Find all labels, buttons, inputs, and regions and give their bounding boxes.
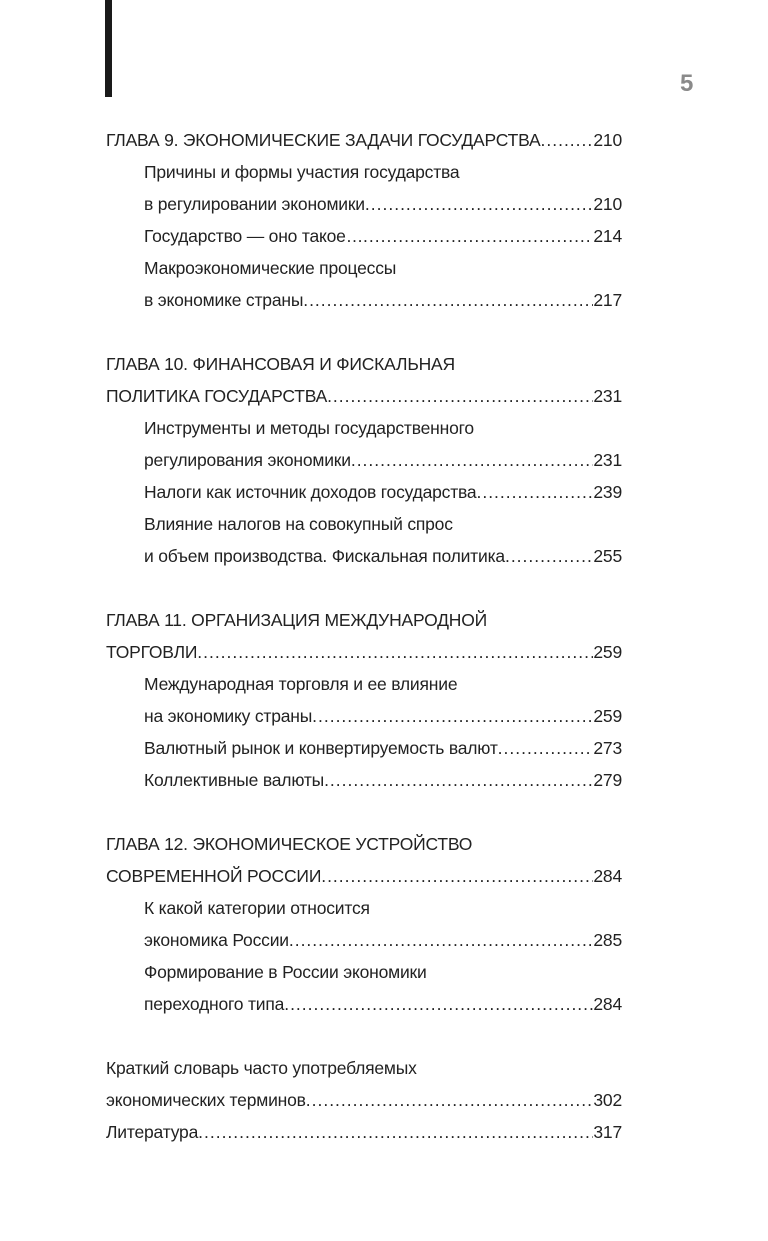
toc-chapter-entry[interactable] <box>106 860 622 892</box>
dot-leader <box>289 924 594 956</box>
backmatter-title: экономических терминов <box>106 1090 306 1110</box>
dot-leader <box>198 1116 593 1148</box>
page-ref: 210 <box>593 130 622 150</box>
dot-leader <box>505 540 593 572</box>
toc-section-entry[interactable] <box>106 700 622 732</box>
toc-section-entry[interactable] <box>106 764 622 796</box>
page-ref: 284 <box>593 866 622 886</box>
section-title: экономика России <box>144 930 289 950</box>
chapter-title: ПОЛИТИКА ГОСУДАРСТВА <box>106 386 328 406</box>
toc-section-entry[interactable] <box>106 284 622 316</box>
page-ref: 259 <box>593 642 622 662</box>
chapter-10 <box>106 348 622 572</box>
page-ref: 210 <box>593 194 622 214</box>
dot-leader <box>541 124 594 156</box>
toc-backmatter-entry[interactable] <box>106 1116 622 1148</box>
page-ref: 217 <box>593 290 622 310</box>
page-ref: 273 <box>593 738 622 758</box>
toc-section-entry[interactable] <box>106 540 622 572</box>
toc-section-line[interactable]: Причины и формы участия государства <box>144 162 460 182</box>
backmatter-title: Литература <box>106 1122 199 1142</box>
toc-section-line[interactable]: К какой категории относится <box>144 898 370 918</box>
dot-leader <box>324 764 593 796</box>
toc-section-line[interactable]: Формирование в России экономики <box>144 962 427 982</box>
dot-leader <box>365 188 594 220</box>
toc-section-entry[interactable] <box>106 188 622 220</box>
section-title: Валютный рынок и конвертируемость валют <box>144 738 498 758</box>
chapter-title: ТОРГОВЛИ <box>106 642 198 662</box>
toc-section-entry[interactable] <box>106 988 622 1020</box>
section-title: в регулировании экономики <box>144 194 365 214</box>
section-title: и объем производства. Фискальная политика <box>144 546 505 566</box>
decorative-vertical-bar <box>105 0 112 97</box>
toc-section-line[interactable]: Макроэкономические процессы <box>144 258 397 278</box>
chapter-title: ГЛАВА 9. ЭКОНОМИЧЕСКИЕ ЗАДАЧИ ГОСУДАРСТВА <box>106 130 541 150</box>
dot-leader <box>321 860 593 892</box>
section-title: в экономике страны <box>144 290 304 310</box>
section-title: Налоги как источник доходов государства <box>144 482 477 502</box>
dot-leader <box>351 444 594 476</box>
page-ref: 239 <box>593 482 622 502</box>
chapter-9 <box>106 124 622 316</box>
dot-leader <box>303 284 593 316</box>
toc-section-line[interactable]: Международная торговля и ее влияние <box>144 674 458 694</box>
page-ref: 302 <box>593 1090 622 1110</box>
toc-section-entry[interactable] <box>106 444 622 476</box>
page-ref: 279 <box>593 770 622 790</box>
table-of-contents <box>106 124 622 1180</box>
toc-chapter-line[interactable]: ГЛАВА 11. ОРГАНИЗАЦИЯ МЕЖДУНАРОДНОЙ <box>106 610 487 630</box>
page-ref: 285 <box>593 930 622 950</box>
toc-section-entry[interactable] <box>106 220 622 252</box>
page-number: 5 <box>680 70 694 97</box>
toc-chapter-line[interactable]: ГЛАВА 10. ФИНАНСОВАЯ И ФИСКАЛЬНАЯ <box>106 354 455 374</box>
page-ref: 231 <box>593 386 622 406</box>
section-title: на экономику страны <box>144 706 313 726</box>
dot-leader <box>284 988 593 1020</box>
toc-backmatter-entry[interactable] <box>106 1084 622 1116</box>
page-ref: 317 <box>593 1122 622 1142</box>
toc-section-line[interactable]: Влияние налогов на совокупный спрос <box>144 514 453 534</box>
toc-section-line[interactable]: Инструменты и методы государственного <box>144 418 474 438</box>
page-ref: 231 <box>593 450 622 470</box>
page-ref: 259 <box>593 706 622 726</box>
backmatter <box>106 1052 622 1148</box>
toc-chapter-entry[interactable] <box>106 124 622 156</box>
section-title: переходного типа <box>144 994 285 1014</box>
toc-backmatter-line[interactable]: Краткий словарь часто употребляемых <box>106 1058 417 1078</box>
dot-leader <box>327 380 593 412</box>
dot-leader <box>306 1084 594 1116</box>
dot-leader <box>498 732 594 764</box>
toc-chapter-entry[interactable] <box>106 380 622 412</box>
chapter-title: СОВРЕМЕННОЙ РОССИИ <box>106 866 322 886</box>
chapter-12 <box>106 828 622 1020</box>
section-title: Коллективные валюты <box>144 770 325 790</box>
toc-section-entry[interactable] <box>106 476 622 508</box>
dot-leader <box>476 476 593 508</box>
page-ref: 255 <box>593 546 622 566</box>
chapter-11 <box>106 604 622 796</box>
dot-leader <box>312 700 593 732</box>
section-title: Государство — оно такое… <box>144 226 364 246</box>
page-ref: 284 <box>593 994 622 1014</box>
page-ref: 214 <box>593 226 622 246</box>
toc-chapter-line[interactable]: ГЛАВА 12. ЭКОНОМИЧЕСКОЕ УСТРОЙСТВО <box>106 834 473 854</box>
dot-leader <box>197 636 593 668</box>
toc-section-entry[interactable] <box>106 924 622 956</box>
toc-section-entry[interactable] <box>106 732 622 764</box>
dot-leader <box>363 220 593 252</box>
section-title: регулирования экономики <box>144 450 351 470</box>
toc-chapter-entry[interactable] <box>106 636 622 668</box>
